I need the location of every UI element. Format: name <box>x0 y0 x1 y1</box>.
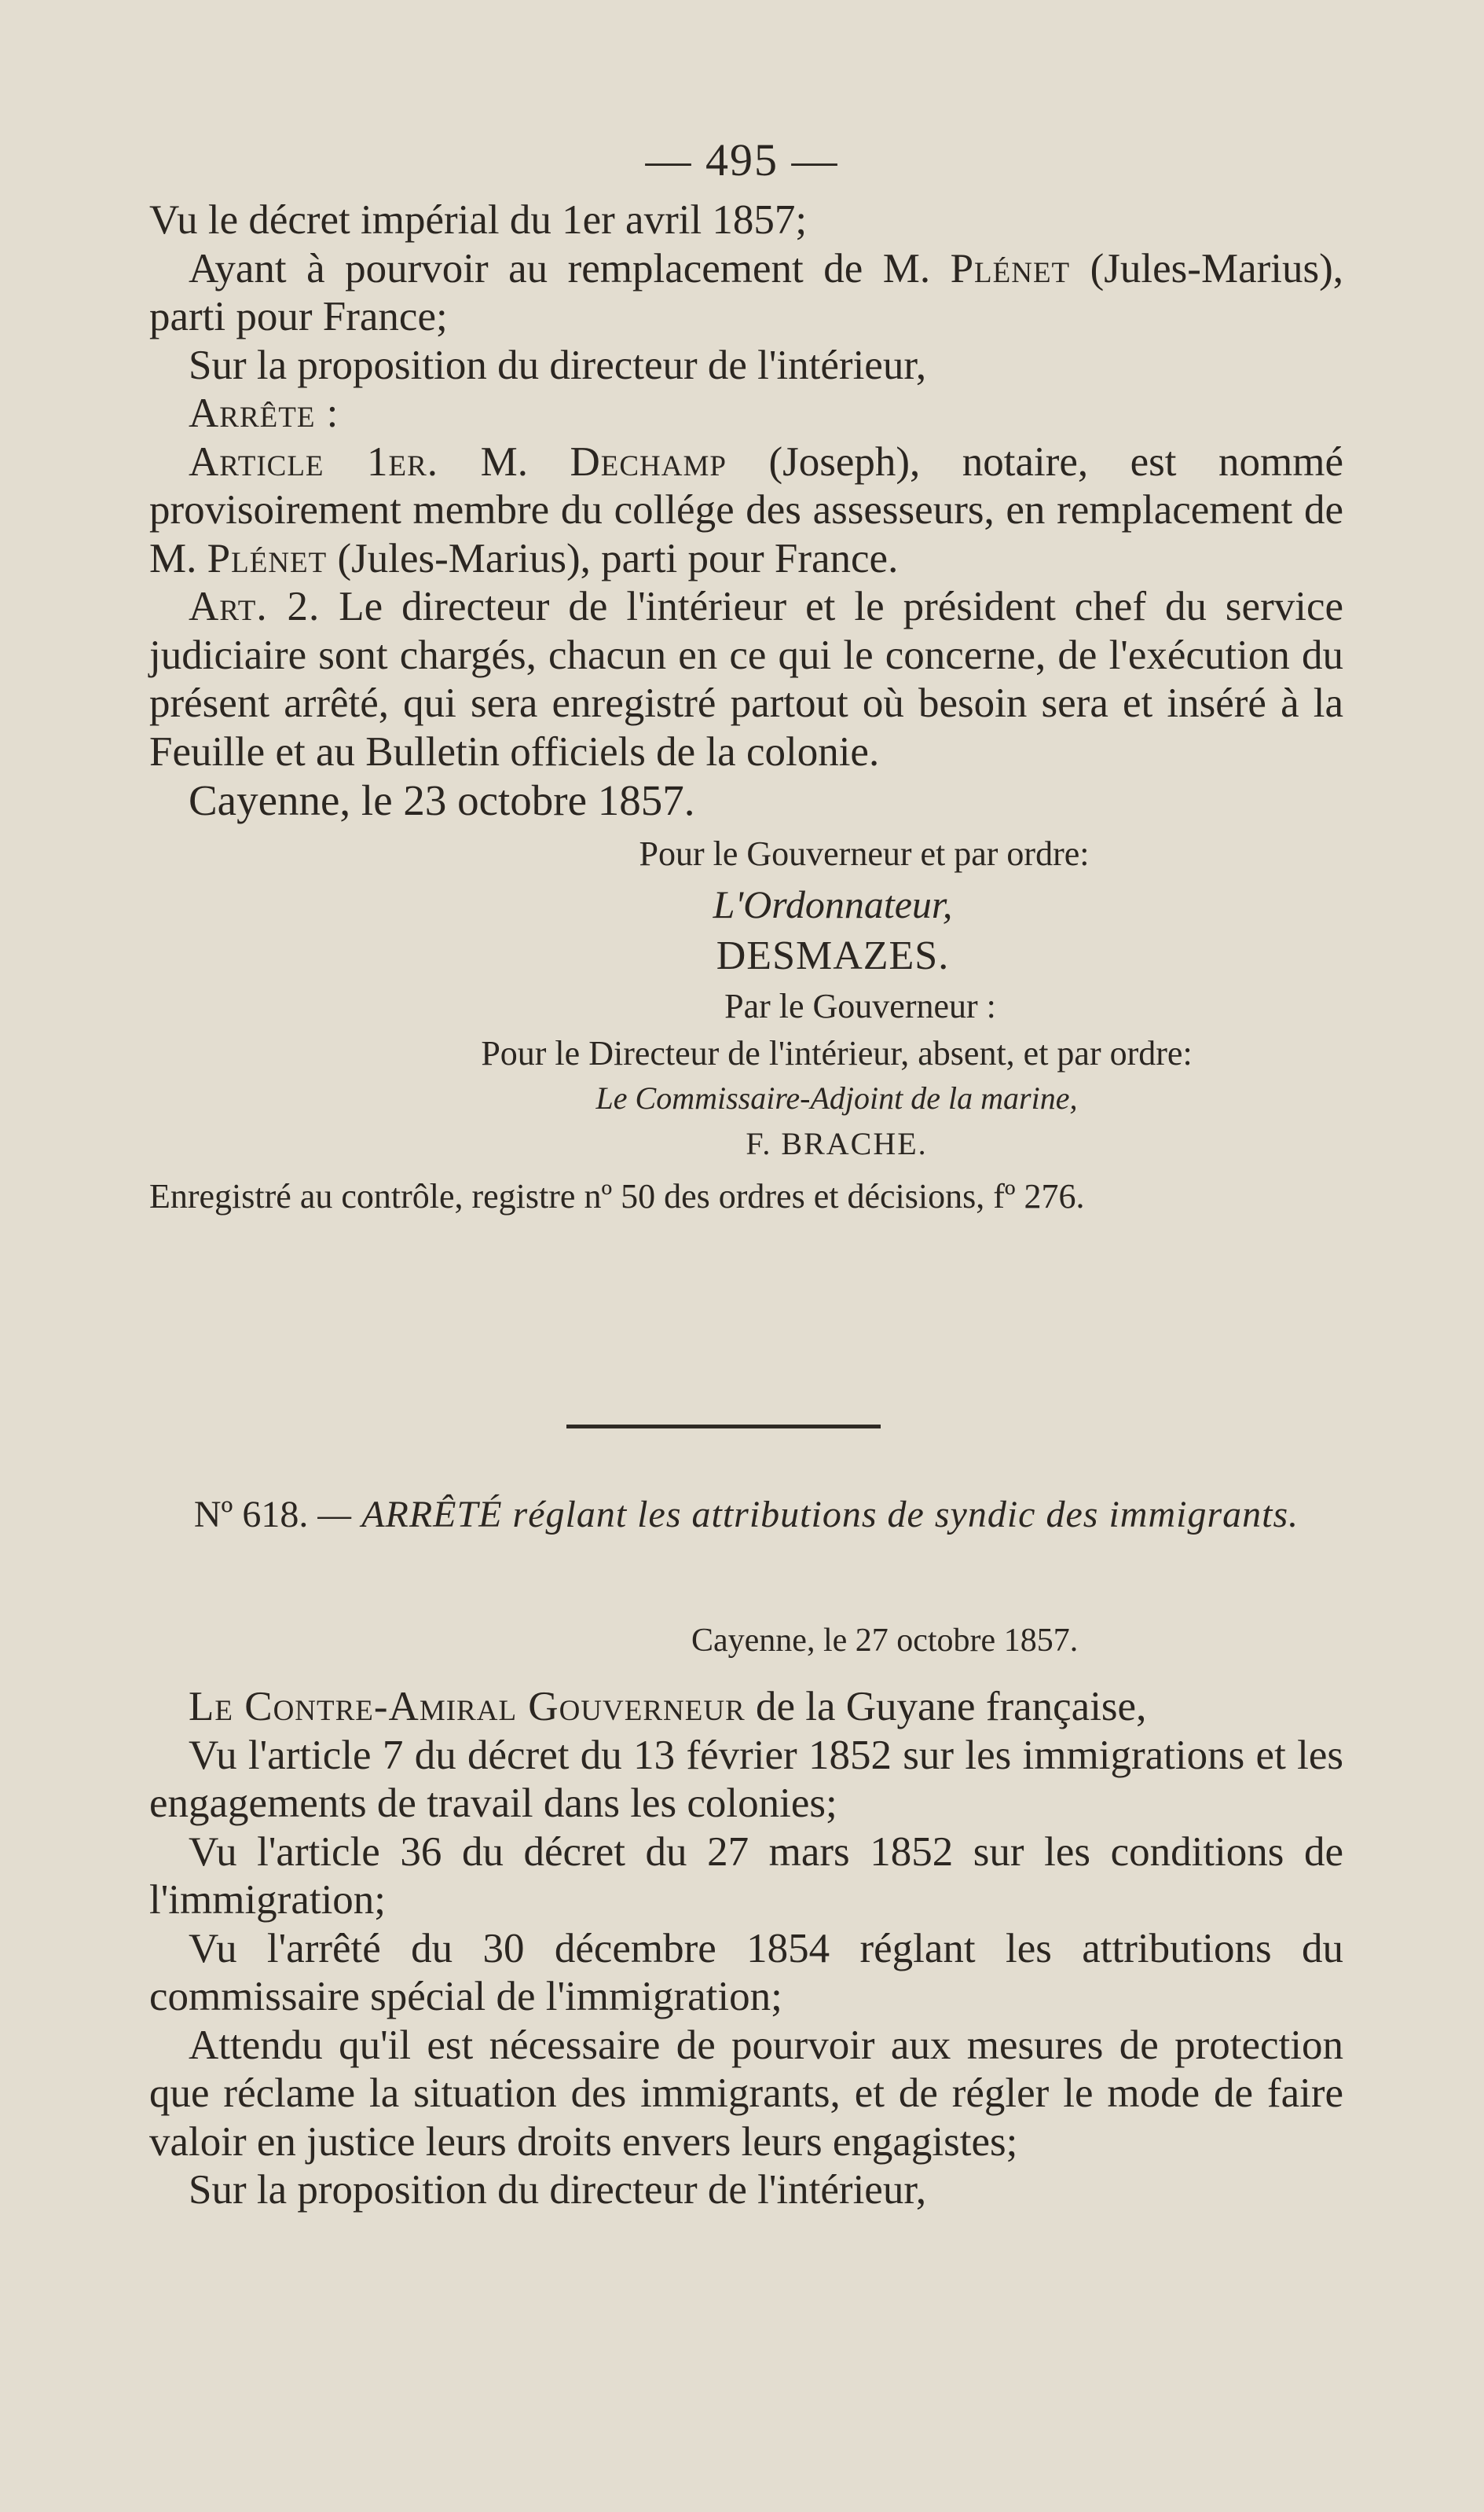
act-618-body <box>149 1683 1343 2215</box>
paragraph-vu-article-36: Vu l'article 36 du décret du 27 mars 1852 sur les conditions de l'immigration; <box>149 1828 1343 1923</box>
signature-line-2: L'Ordonnateur, <box>713 882 953 926</box>
act-618-date: Cayenne, le 27 octobre 1857. <box>691 1623 1079 1659</box>
name-plenet: Plénet <box>950 245 1071 292</box>
paragraph-sur-proposition-2: Sur la proposition du directeur de l'intérieur, <box>189 2167 927 2213</box>
act-618-title <box>149 1491 1343 1538</box>
article-1: Article 1er. M. Dechamp (Joseph), notaire, est nommé provisoirement membre du collége des assesseurs, en remplacement de M. Plénet (Jules-Marius), parti pour France. <box>149 438 1343 581</box>
signature-line-1: Pour le Gouverneur et par ordre: <box>639 834 1090 873</box>
act-617-body <box>149 196 1343 1221</box>
date-line: Cayenne, le 23 octobre 1857. <box>189 776 695 824</box>
page-number: — 495 — <box>645 134 839 185</box>
signature-line-7: F. BRACHE. <box>746 1125 928 1161</box>
signature-line-4: Par le Gouverneur : <box>724 986 996 1025</box>
paragraph-attendu: Attendu qu'il est nécessaire de pourvoir aux mesures de protection que réclame la situation des immigrants, et de régler le mode de faire valoir en justice leurs droits envers leurs engagistes; <box>149 2022 1343 2165</box>
paragraph-vu-arrete: Vu l'arrêté du 30 décembre 1854 réglant les attributions du commissaire spécial de l'immigration; <box>149 1925 1343 2019</box>
paragraph-contre-amiral: Le Contre-Amiral Gouverneur de la Guyane française, <box>189 1684 1147 1729</box>
act-number: Nº 618. <box>193 1494 309 1535</box>
heading-arrete: Arrête : <box>189 391 339 436</box>
signature-line-3: DESMAZES. <box>716 933 950 978</box>
paragraph-vu-decret: Vu le décret impérial du 1er avril 1857; <box>149 197 808 243</box>
article-2: Art. 2. Le directeur de l'intérieur et le président chef du service judiciaire sont chargés, chacun en ce qui le concerne, de l'exécution du présent arrêté, qui sera enregistré partout où besoin sera et inséré à la Feuille et au Bulletin officiels de la colonie. <box>149 584 1343 775</box>
signature-line-6: Le Commissaire-Adjoint de la marine, <box>595 1080 1078 1116</box>
section-divider <box>566 1425 881 1428</box>
registration-note: Enregistré au contrôle, registre nº 50 des ordres et décisions, fº 276. <box>149 1176 1085 1216</box>
paragraph-vu-article-7: Vu l'article 7 du décret du 13 février 1852 sur les immigrations et les engagements de travail dans les colonies; <box>149 1732 1343 1826</box>
signature-line-5: Pour le Directeur de l'intérieur, absent, et par ordre: <box>481 1033 1193 1073</box>
article-1-label: Article 1er. <box>189 438 439 485</box>
paragraph-sur-proposition: Sur la proposition du directeur de l'intérieur, <box>189 342 927 388</box>
article-2-label: Art. 2. <box>189 584 321 629</box>
act-heading: — ARRÊTÉ réglant les attributions de syndic des immigrants. <box>317 1494 1299 1535</box>
name-dechamp: Dechamp <box>570 438 727 485</box>
paragraph-ayant: Ayant à pourvoir au remplacement de M. Plénet (Jules-Marius), parti pour France; <box>149 245 1343 339</box>
